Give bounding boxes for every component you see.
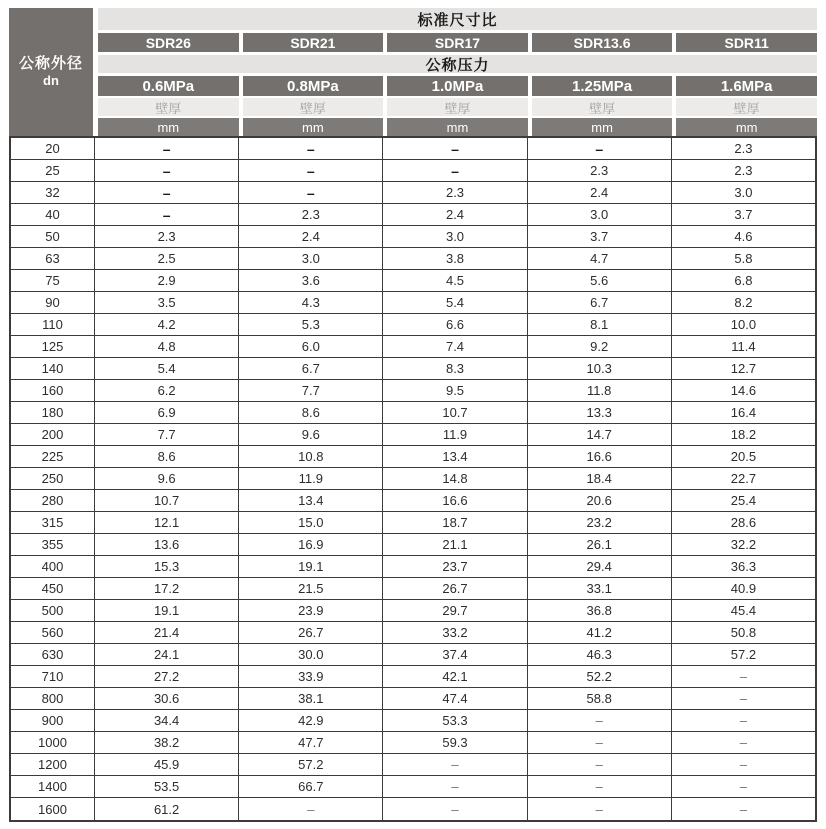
table-row: [11, 204, 815, 226]
pressure-label: 0.8MPa: [243, 76, 384, 96]
dn-cell: 20: [11, 138, 95, 159]
wall-thickness-value-cell: –: [739, 669, 748, 684]
wall-thickness-value-cell: 47.4: [383, 688, 527, 709]
wall-thickness-value-cell: 13.3: [528, 402, 672, 423]
wall-thickness-value-cell: –: [239, 138, 383, 159]
wall-thickness-value-cell: –: [239, 182, 383, 203]
wall-thickness-value-cell: 53.5: [95, 776, 239, 797]
dn-cell: 75: [11, 270, 95, 291]
wall-thickness-value-cell: 33.9: [239, 666, 383, 687]
wall-thickness-value-cell: 10.7: [95, 490, 239, 511]
wall-thickness-value-cell: 3.6: [239, 270, 383, 291]
wall-thickness-value-cell: 66.7: [239, 776, 383, 797]
wall-thickness-value-cell: 10.0: [730, 317, 757, 332]
wall-thickness-labels-row: [98, 98, 817, 116]
wall-thickness-value-cell: 29.4: [528, 556, 672, 577]
wall-thickness-value-cell: 8.2: [734, 295, 753, 310]
wall-thickness-value-cell: –: [528, 754, 672, 775]
wall-thickness-value-cell: 13.4: [239, 490, 383, 511]
dn-cell: 63: [11, 248, 95, 269]
wall-thickness-value-cell: –: [739, 691, 748, 706]
wall-thickness-value-cell: 3.7: [734, 207, 753, 222]
dn-cell: 560: [11, 622, 95, 643]
table-row: [11, 754, 815, 776]
wall-thickness-value-cell: 18.4: [528, 468, 672, 489]
dn-cell: 1400: [11, 776, 95, 797]
header-right-block: [98, 8, 817, 136]
wall-thickness-value-cell: 10.3: [528, 358, 672, 379]
unit-labels-row: [98, 118, 817, 136]
wall-thickness-value-cell: 22.7: [730, 471, 757, 486]
table-row: [11, 556, 815, 578]
wall-thickness-value-cell: 18.2: [730, 427, 757, 442]
dn-cell: 32: [11, 182, 95, 203]
wall-thickness-value-cell: 21.4: [95, 622, 239, 643]
wall-thickness-value-cell: 57.2: [730, 647, 757, 662]
unit-label: mm: [676, 118, 817, 136]
wall-thickness-value-cell: 8.6: [95, 446, 239, 467]
wall-thickness-value-cell: 14.6: [730, 383, 757, 398]
wall-thickness-value-cell: 23.7: [383, 556, 527, 577]
wall-thickness-value-cell: 59.3: [383, 732, 527, 753]
wall-thickness-value-cell: 34.4: [95, 710, 239, 731]
wall-thickness-value-cell: 9.6: [95, 468, 239, 489]
dn-cell: 1000: [11, 732, 95, 753]
wall-thickness-value-cell: 3.0: [528, 204, 672, 225]
wall-thickness-value-cell: 33.1: [528, 578, 672, 599]
wall-thickness-label: 壁厚: [98, 98, 239, 116]
wall-thickness-value-cell: 30.6: [95, 688, 239, 709]
wall-thickness-value-cell: 6.8: [734, 273, 753, 288]
wall-thickness-value-cell: 26.7: [383, 578, 527, 599]
wall-thickness-value-cell: 40.9: [730, 581, 757, 596]
wall-thickness-value-cell: 14.7: [528, 424, 672, 445]
wall-thickness-value-cell: 42.1: [383, 666, 527, 687]
wall-thickness-value-cell: 7.7: [239, 380, 383, 401]
table-row: [11, 182, 815, 204]
wall-thickness-value-cell: 3.8: [383, 248, 527, 269]
wall-thickness-value-cell: –: [739, 713, 748, 728]
table-row: [11, 314, 815, 336]
table-row: [11, 644, 815, 666]
wall-thickness-value-cell: 2.4: [383, 204, 527, 225]
wall-thickness-value-cell: 11.8: [528, 380, 672, 401]
wall-thickness-value-cell: 5.4: [95, 358, 239, 379]
wall-thickness-value-cell: 53.3: [383, 710, 527, 731]
wall-thickness-value-cell: 6.6: [383, 314, 527, 335]
table-row: [11, 380, 815, 402]
wall-thickness-value-cell: 6.2: [95, 380, 239, 401]
pressure-labels-row: [98, 76, 817, 96]
wall-thickness-value-cell: 42.9: [239, 710, 383, 731]
wall-thickness-value-cell: 3.5: [95, 292, 239, 313]
table-row: [11, 446, 815, 468]
wall-thickness-value-cell: 29.7: [383, 600, 527, 621]
table-row: [11, 622, 815, 644]
wall-thickness-value-cell: –: [239, 798, 383, 820]
dn-cell: 160: [11, 380, 95, 401]
wall-thickness-value-cell: 5.4: [383, 292, 527, 313]
wall-thickness-value-cell: –: [383, 160, 527, 181]
wall-thickness-value-cell: 23.2: [528, 512, 672, 533]
wall-thickness-value-cell: 3.0: [383, 226, 527, 247]
wall-thickness-value-cell: 12.1: [95, 512, 239, 533]
wall-thickness-value-cell: 18.7: [383, 512, 527, 533]
wall-thickness-value-cell: 4.5: [383, 270, 527, 291]
table-row: [11, 402, 815, 424]
wall-thickness-value-cell: –: [383, 138, 527, 159]
wall-thickness-value-cell: 25.4: [730, 493, 757, 508]
wall-thickness-value-cell: 4.6: [734, 229, 753, 244]
wall-thickness-value-cell: 16.9: [239, 534, 383, 555]
wall-thickness-value-cell: 9.5: [383, 380, 527, 401]
wall-thickness-value-cell: 21.5: [239, 578, 383, 599]
table-row: [11, 226, 815, 248]
wall-thickness-value-cell: –: [383, 754, 527, 775]
wall-thickness-value-cell: 20.6: [528, 490, 672, 511]
table-row: [11, 138, 815, 160]
wall-thickness-value-cell: 3.7: [528, 226, 672, 247]
table-row: [11, 512, 815, 534]
sdr-label: SDR17: [387, 33, 528, 52]
table-row: [11, 248, 815, 270]
wall-thickness-value-cell: 36.3: [730, 559, 757, 574]
wall-thickness-value-cell: 8.1: [528, 314, 672, 335]
wall-thickness-label: 壁厚: [387, 98, 528, 116]
pressure-label: 1.0MPa: [387, 76, 528, 96]
wall-thickness-value-cell: 38.1: [239, 688, 383, 709]
wall-thickness-value-cell: –: [95, 182, 239, 203]
wall-thickness-value-cell: 45.9: [95, 754, 239, 775]
dn-cell: 800: [11, 688, 95, 709]
table-header: [9, 8, 817, 136]
wall-thickness-value-cell: 11.4: [731, 339, 756, 354]
wall-thickness-value-cell: 10.7: [383, 402, 527, 423]
wall-thickness-value-cell: –: [528, 732, 672, 753]
dn-cell: 630: [11, 644, 95, 665]
wall-thickness-value-cell: 16.6: [383, 490, 527, 511]
wall-thickness-value-cell: 8.3: [383, 358, 527, 379]
wall-thickness-value-cell: 2.3: [383, 182, 527, 203]
dn-cell: 140: [11, 358, 95, 379]
table-row: [11, 688, 815, 710]
wall-thickness-value-cell: –: [95, 160, 239, 181]
wall-thickness-value-cell: 26.7: [239, 622, 383, 643]
wall-thickness-value-cell: –: [739, 801, 748, 817]
table-row: [11, 600, 815, 622]
pressure-label: 1.6MPa: [676, 76, 817, 96]
dn-cell: 400: [11, 556, 95, 577]
table-row: [11, 292, 815, 314]
wall-thickness-value-cell: 47.7: [239, 732, 383, 753]
unit-label: mm: [243, 118, 384, 136]
wall-thickness-value-cell: 6.0: [239, 336, 383, 357]
sdr-group-title: 标准尺寸比: [98, 8, 817, 30]
wall-thickness-value-cell: 13.6: [95, 534, 239, 555]
table-row: [11, 578, 815, 600]
dn-cell: 710: [11, 666, 95, 687]
nominal-outer-diameter-header-cell: [9, 8, 93, 136]
wall-thickness-value-cell: 4.7: [528, 248, 672, 269]
wall-thickness-value-cell: –: [95, 204, 239, 225]
wall-thickness-value-cell: 7.4: [383, 336, 527, 357]
wall-thickness-value-cell: 2.3: [734, 141, 753, 156]
wall-thickness-value-cell: –: [528, 798, 672, 820]
dn-symbol-label: dn: [43, 73, 59, 89]
wall-thickness-value-cell: –: [383, 776, 527, 797]
wall-thickness-value-cell: 24.1: [95, 644, 239, 665]
dn-cell: 40: [11, 204, 95, 225]
wall-thickness-value-cell: 14.8: [383, 468, 527, 489]
wall-thickness-value-cell: 52.2: [528, 666, 672, 687]
wall-thickness-value-cell: 21.1: [383, 534, 527, 555]
dn-cell: 355: [11, 534, 95, 555]
table-row: [11, 732, 815, 754]
table-row: [11, 798, 815, 820]
wall-thickness-value-cell: 19.1: [239, 556, 383, 577]
wall-thickness-value-cell: 5.6: [528, 270, 672, 291]
wall-thickness-value-cell: 32.2: [730, 537, 757, 552]
dn-cell: 500: [11, 600, 95, 621]
table-row: [11, 534, 815, 556]
wall-thickness-value-cell: 13.4: [383, 446, 527, 467]
unit-label: mm: [532, 118, 673, 136]
dn-cell: 200: [11, 424, 95, 445]
wall-thickness-value-cell: 2.4: [239, 226, 383, 247]
dn-cell: 450: [11, 578, 95, 599]
dn-cell: 280: [11, 490, 95, 511]
wall-thickness-value-cell: 58.8: [528, 688, 672, 709]
wall-thickness-value-cell: 45.4: [730, 603, 757, 618]
wall-thickness-value-cell: 15.3: [95, 556, 239, 577]
wall-thickness-value-cell: 6.7: [239, 358, 383, 379]
wall-thickness-value-cell: 2.5: [95, 248, 239, 269]
wall-thickness-value-cell: 36.8: [528, 600, 672, 621]
wall-thickness-value-cell: 15.0: [239, 512, 383, 533]
table-row: [11, 160, 815, 182]
wall-thickness-value-cell: 3.0: [734, 185, 753, 200]
dn-cell: 1600: [11, 798, 95, 820]
unit-label: mm: [387, 118, 528, 136]
spec-table: [9, 8, 817, 822]
wall-thickness-value-cell: 4.3: [239, 292, 383, 313]
wall-thickness-value-cell: 26.1: [528, 534, 672, 555]
dn-cell: 180: [11, 402, 95, 423]
pressure-label: 1.25MPa: [532, 76, 673, 96]
wall-thickness-value-cell: 4.2: [95, 314, 239, 335]
pressure-group-title: 公称压力: [98, 55, 817, 73]
table-row: [11, 710, 815, 732]
wall-thickness-value-cell: 38.2: [95, 732, 239, 753]
wall-thickness-value-cell: 27.2: [95, 666, 239, 687]
wall-thickness-value-cell: –: [95, 138, 239, 159]
wall-thickness-value-cell: 5.8: [734, 251, 753, 266]
pressure-label: 0.6MPa: [98, 76, 239, 96]
wall-thickness-value-cell: 4.8: [95, 336, 239, 357]
sdr-label: SDR11: [676, 33, 817, 52]
table-row: [11, 270, 815, 292]
wall-thickness-value-cell: 9.2: [528, 336, 672, 357]
wall-thickness-value-cell: 5.3: [239, 314, 383, 335]
dn-cell: 25: [11, 160, 95, 181]
table-row: [11, 424, 815, 446]
wall-thickness-value-cell: 16.6: [528, 446, 672, 467]
wall-thickness-value-cell: 50.8: [730, 625, 757, 640]
wall-thickness-value-cell: –: [739, 779, 748, 794]
wall-thickness-value-cell: 2.3: [734, 163, 753, 178]
nominal-outer-diameter-label: 公称外径: [18, 54, 83, 72]
wall-thickness-value-cell: –: [239, 160, 383, 181]
wall-thickness-label: 壁厚: [532, 98, 673, 116]
sdr-label: SDR26: [98, 33, 239, 52]
wall-thickness-value-cell: 11.9: [239, 468, 383, 489]
table-row: [11, 468, 815, 490]
wall-thickness-value-cell: 10.8: [239, 446, 383, 467]
wall-thickness-value-cell: 37.4: [383, 644, 527, 665]
wall-thickness-value-cell: –: [528, 776, 672, 797]
wall-thickness-value-cell: –: [528, 138, 672, 159]
wall-thickness-value-cell: 28.6: [730, 515, 757, 530]
wall-thickness-value-cell: –: [528, 710, 672, 731]
wall-thickness-value-cell: 33.2: [383, 622, 527, 643]
table-row: [11, 336, 815, 358]
dn-cell: 900: [11, 710, 95, 731]
wall-thickness-label: 壁厚: [676, 98, 817, 116]
table-row: [11, 490, 815, 512]
wall-thickness-value-cell: 2.3: [528, 160, 672, 181]
wall-thickness-value-cell: 12.7: [730, 361, 757, 376]
wall-thickness-value-cell: –: [739, 735, 748, 750]
wall-thickness-value-cell: –: [383, 798, 527, 820]
dn-cell: 50: [11, 226, 95, 247]
sdr-label: SDR13.6: [532, 33, 673, 52]
wall-thickness-value-cell: 9.6: [239, 424, 383, 445]
wall-thickness-value-cell: 2.3: [239, 204, 383, 225]
wall-thickness-value-cell: 2.9: [95, 270, 239, 291]
wall-thickness-value-cell: –: [739, 757, 748, 772]
wall-thickness-value-cell: 17.2: [95, 578, 239, 599]
wall-thickness-value-cell: 20.5: [730, 449, 757, 464]
dn-cell: 225: [11, 446, 95, 467]
dn-cell: 315: [11, 512, 95, 533]
wall-thickness-data-table: [9, 136, 817, 822]
wall-thickness-value-cell: 6.7: [528, 292, 672, 313]
dn-cell: 125: [11, 336, 95, 357]
wall-thickness-value-cell: 2.4: [528, 182, 672, 203]
dn-cell: 1200: [11, 754, 95, 775]
wall-thickness-value-cell: 11.9: [383, 424, 527, 445]
wall-thickness-label: 壁厚: [243, 98, 384, 116]
wall-thickness-value-cell: 61.2: [95, 798, 239, 820]
sdr-label: SDR21: [243, 33, 384, 52]
wall-thickness-value-cell: 2.3: [95, 226, 239, 247]
wall-thickness-value-cell: 30.0: [239, 644, 383, 665]
sdr-labels-row: [98, 33, 817, 52]
dn-cell: 110: [11, 314, 95, 335]
dn-cell: 250: [11, 468, 95, 489]
wall-thickness-value-cell: 41.2: [528, 622, 672, 643]
wall-thickness-value-cell: 8.6: [239, 402, 383, 423]
table-row: [11, 776, 815, 798]
dn-cell: 90: [11, 292, 95, 313]
wall-thickness-value-cell: 3.0: [239, 248, 383, 269]
wall-thickness-value-cell: 19.1: [95, 600, 239, 621]
wall-thickness-value-cell: 46.3: [528, 644, 672, 665]
wall-thickness-value-cell: 16.4: [730, 405, 757, 420]
table-row: [11, 666, 815, 688]
wall-thickness-value-cell: 23.9: [239, 600, 383, 621]
wall-thickness-value-cell: 7.7: [95, 424, 239, 445]
wall-thickness-value-cell: 6.9: [95, 402, 239, 423]
unit-label: mm: [98, 118, 239, 136]
wall-thickness-value-cell: 57.2: [239, 754, 383, 775]
table-row: [11, 358, 815, 380]
